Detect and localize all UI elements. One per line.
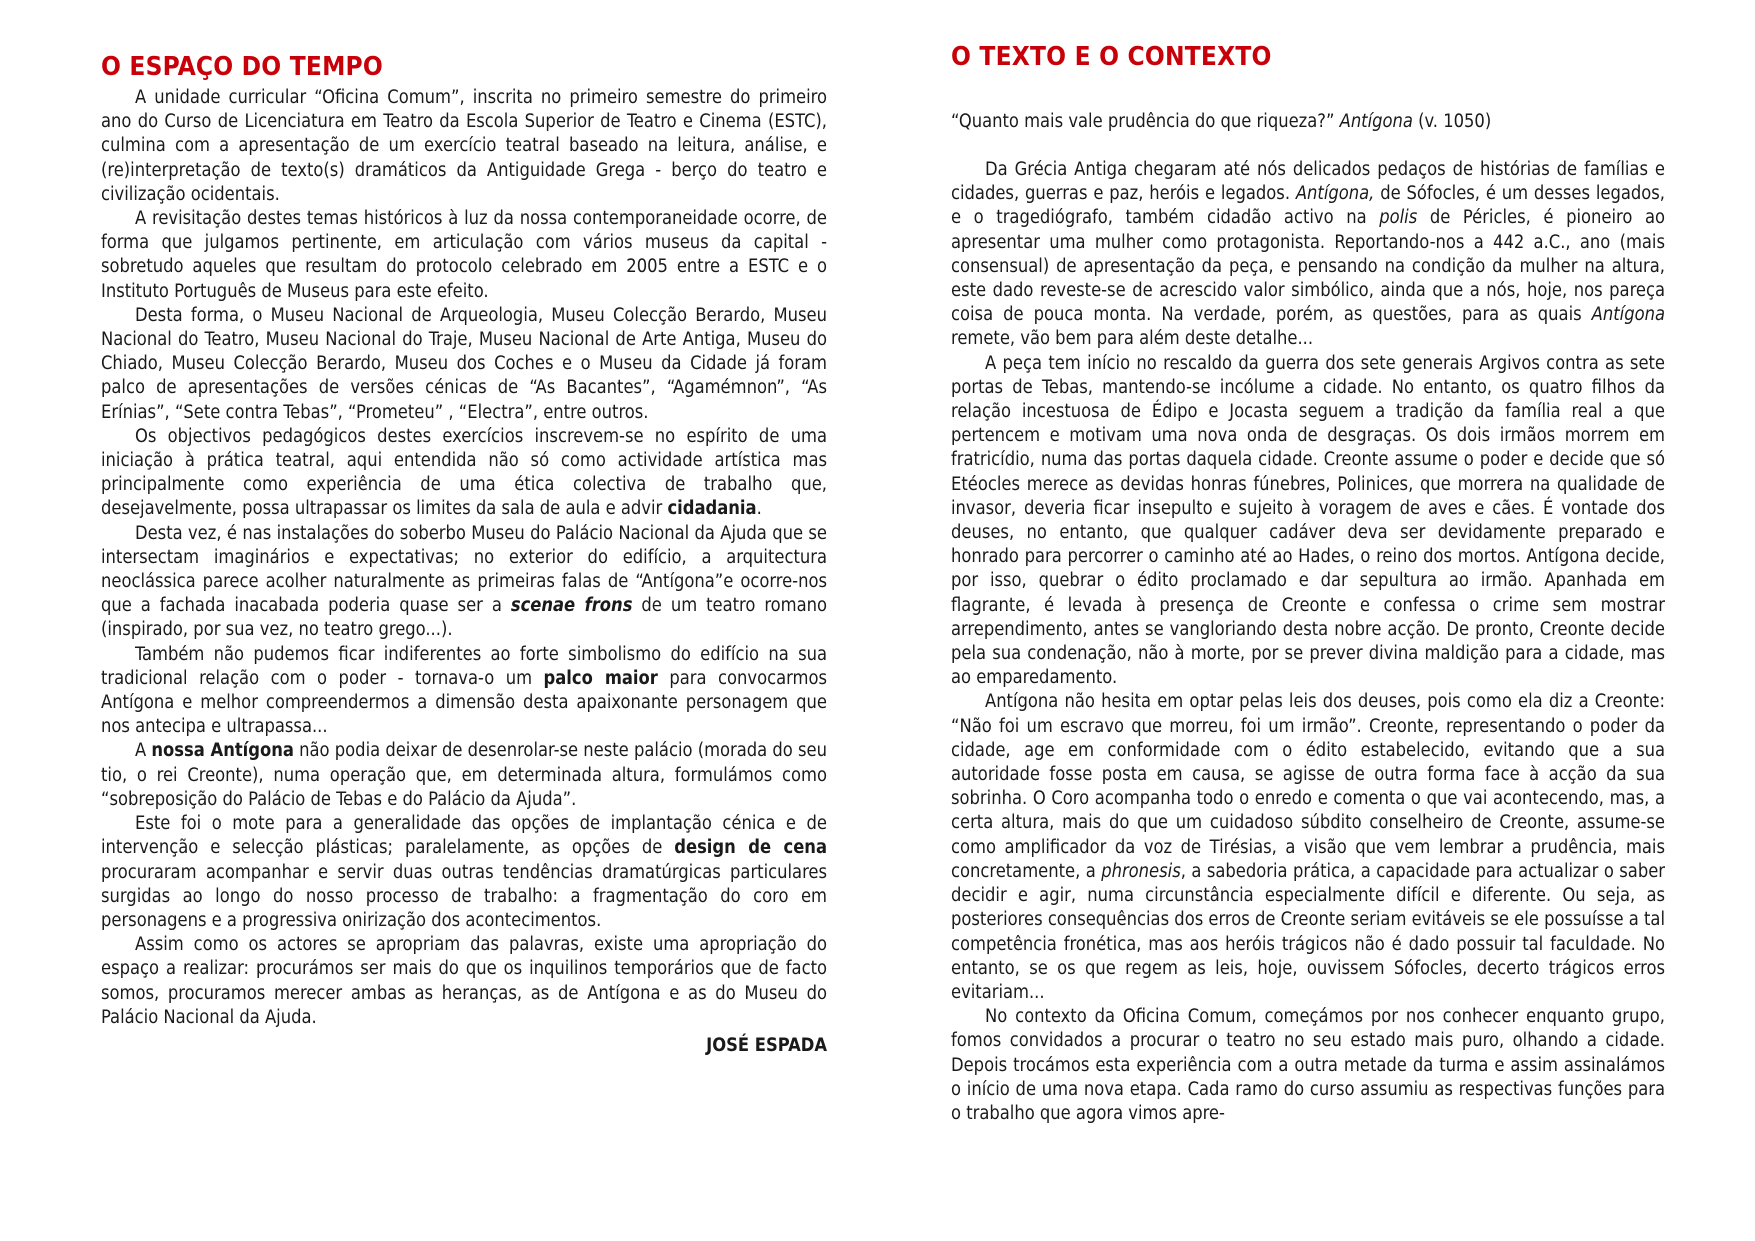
section-title-texto-e-contexto: O TEXTO E O CONTEXTO bbox=[951, 42, 1272, 72]
right-paragraphs bbox=[951, 158, 1665, 1126]
paragraph: Desta forma, o Museu Nacional de Arqueologia, Museu Colecção Berardo, Museu Nacional do Teatro, Museu Nacional do Traje, Museu Nacional de Arte Antiga, Museu do Chiado, Museu Colecção Berardo, Museu dos Coches e o Museu da Cidade já foram palco de apresentações de versões cénicas de “As Bacantes”, “Agamémnon”, “As Erínias”, “Sete contra Tebas”, “Prometeu” , “Electra”, entre outros. bbox=[101, 304, 827, 423]
paragraph: A unidade curricular “Oficina Comum”, inscrita no primeiro semestre do primeiro ano do Curso de Licenciatura em Teatro da Escola Superior de Teatro e Cinema (ESTC), culmina com a apresentação de um exercício teatral baseado na leitura, análise, e (re)interpretação de texto(s) dramáticos da Antiguidade Grega - berço do teatro e civilização ocidentais. bbox=[101, 87, 827, 205]
epigraph-work: Antígona bbox=[1339, 111, 1413, 132]
epigraph bbox=[951, 110, 1491, 134]
author-signature: JOSÉ ESPADA bbox=[706, 1034, 827, 1056]
section-title-espaco-do-tempo: O ESPAÇO DO TEMPO bbox=[101, 52, 383, 82]
epigraph-reference: (v. 1050) bbox=[1412, 111, 1492, 132]
paragraph: Assim como os actores se apropriam das palavras, existe uma apropriação do espaço a realizar: procurámos ser mais do que os inquilinos temporários que de facto somos, procuramos merecer ambas as heranças, as de Antígona e as do Museu do Palácio Nacional da Ajuda. bbox=[101, 934, 827, 1028]
paragraph: No contexto da Oficina Comum, começámos por nos conhecer enquanto grupo, fomos convidados a procurar o teatro no seu estado mais puro, olhando a cidade. Depois trocámos esta experiência com a outra metade da turma e assim assinalámos o início de uma nova etapa. Cada ramo do curso assumiu as respectivas funções para o trabalho que agora vimos apre- bbox=[951, 1006, 1665, 1124]
paragraph: Os objectivos pedagógicos destes exercícios inscrevem-se no espírito de uma iniciação à prática teatral, aqui entendida não só como actividade artística mas principalmente como experiência de uma ética colectiva de trabalho que, desejavelmente, possa ultrapassar os limites da sala de aula e advir cidadania. bbox=[101, 425, 827, 520]
right-body-text bbox=[951, 158, 1665, 1126]
left-body-text bbox=[101, 86, 827, 1058]
paragraph: A revisitação destes temas históricos à luz da nossa contemporaneidade ocorre, de forma que julgamos pertinente, em articulação com vários museus da capital - sobretudo aqueles que resultam do protocolo celebrado em 2005 entre a ESTC e o Instituto Português de Museus para este efeito. bbox=[101, 208, 827, 302]
paragraph: Desta vez, é nas instalações do soberbo Museu do Palácio Nacional da Ajuda que se intersectam imaginários e expectativas; no exterior do edifício, a arquitectura neoclássica parece acolher naturalmente as primeiras falas de “Antígona”e ocorre-nos que a fachada inacabada poderia quase ser a scenae frons de um teatro romano (inspirado, por sua vez, no teatro grego...). bbox=[101, 522, 827, 641]
paragraph: Também não pudemos ficar indiferentes ao forte simbolismo do edifício na sua tradicional relação com o poder - tornava-o um palco maior para convocarmos Antígona e melhor compreendermos a dimensão desta apaixonante personagem que nos antecipa e ultrapassa... bbox=[101, 643, 827, 738]
paragraph: Antígona não hesita em optar pelas leis dos deuses, pois como ela diz a Creonte: “Não foi um escravo que morreu, foi um irmão”. Creonte, representando o poder da cidade, age em conformidade com o édito estabelecido, evitando que a sua autoridade fosse posta em causa, se agisse de outra forma face à acção da sua sobrinha. O Coro acompanha todo o enredo e comenta o que vai acontecendo, mas, a certa altura, mais do que um cuidadoso súbdito conselheiro de Creonte, assume-se como amplificador da voz de Tirésias, a visão que vem lembrar a prudência, mais concretamente, a phronesis, a sabedoria prática, a capacidade para actualizar o saber decidir e agir, numa circunstância especialmente difícil e diferente. Ou seja, as posteriores consequências dos erros de Creonte seriam evitáveis se ele possuísse a tal competência fronética, mas aos heróis trágicos não é dado possuir tal faculdade. No entanto, se os que regem as leis, hoje, ouvissem Sófocles, decerto trágicos erros evitariam... bbox=[951, 691, 1666, 1003]
paragraph: Este foi o mote para a generalidade das opções de implantação cénica e de intervenção e selecção plásticas; paralelamente, as opções de design de cena procuraram acompanhar e servir duas outras tendências dramatúrgicas particulares surgidas ao longo do nosso processo de trabalho: a fragmentação do coro em personagens e a progressiva onirização dos acontecimentos. bbox=[101, 813, 828, 931]
paragraph: A nossa Antígona não podia deixar de desenrolar-se neste palácio (morada do seu tio, o rei Creonte), numa operação que, em determinada altura, formulámos como “sobreposição do Palácio de Tebas e do Palácio da Ajuda”. bbox=[101, 740, 828, 810]
paragraph: A peça tem início no rescaldo da guerra dos sete generais Argivos contra as sete portas de Tebas, mantendo-se incólume a cidade. No entanto, os quatro filhos da relação incestuosa de Édipo e Jocasta seguem a tradição da família real a que pertencem e motivam uma nova onda de desgraças. Os dois irmãos morrem em fratricídio, numa das portas daquela cidade. Creonte assume o poder e decide que só Etéocles merece as devidas honras fúnebres, Polinices, que morrera na qualidade de invasor, deveria ficar insepulto e sujeito à voragem de aves e cães. É vontade dos deuses, no entanto, que qualquer cadáver deva ser devidamente preparado e honrado para percorrer o caminho até ao Hades, o reino dos mortos. Antígona decide, por isso, quebrar o édito proclamado e dar sepultura ao irmão. Apanhada em flagrante, é levada à presença de Creonte e confessa o crime sem mostrar arrependimento, antes se vangloriando desta nobre acção. De pronto, Creonte decide pela sua condenação, não à morte, por se prever divina maldição para a cidade, mas ao emparedamento. bbox=[951, 352, 1665, 689]
epigraph-quote: “Quanto mais vale prudência do que riqueza?” bbox=[951, 111, 1340, 132]
paragraph: Da Grécia Antiga chegaram até nós delicados pedaços de histórias de famílias e cidades, guerras e paz, heróis e legados. Antígona, de Sófocles, é um desses legados, e o tragediógrafo, também cidadão activo na polis de Péricles, é pioneiro ao apresentar uma mulher como protagonista. Reportando-nos a 442 a.C., ano (mais consensual) de apresentação da peça, e pensando na condição da mulher na altura, este dado reveste-se de acrescido valor simbólico, ainda que a nós, hoje, nos pareça coisa de pouca monta. Na verdade, porém, as questões, para as quais Antígona remete, vão bem para além deste detalhe... bbox=[951, 159, 1666, 350]
left-paragraphs bbox=[101, 86, 827, 1030]
